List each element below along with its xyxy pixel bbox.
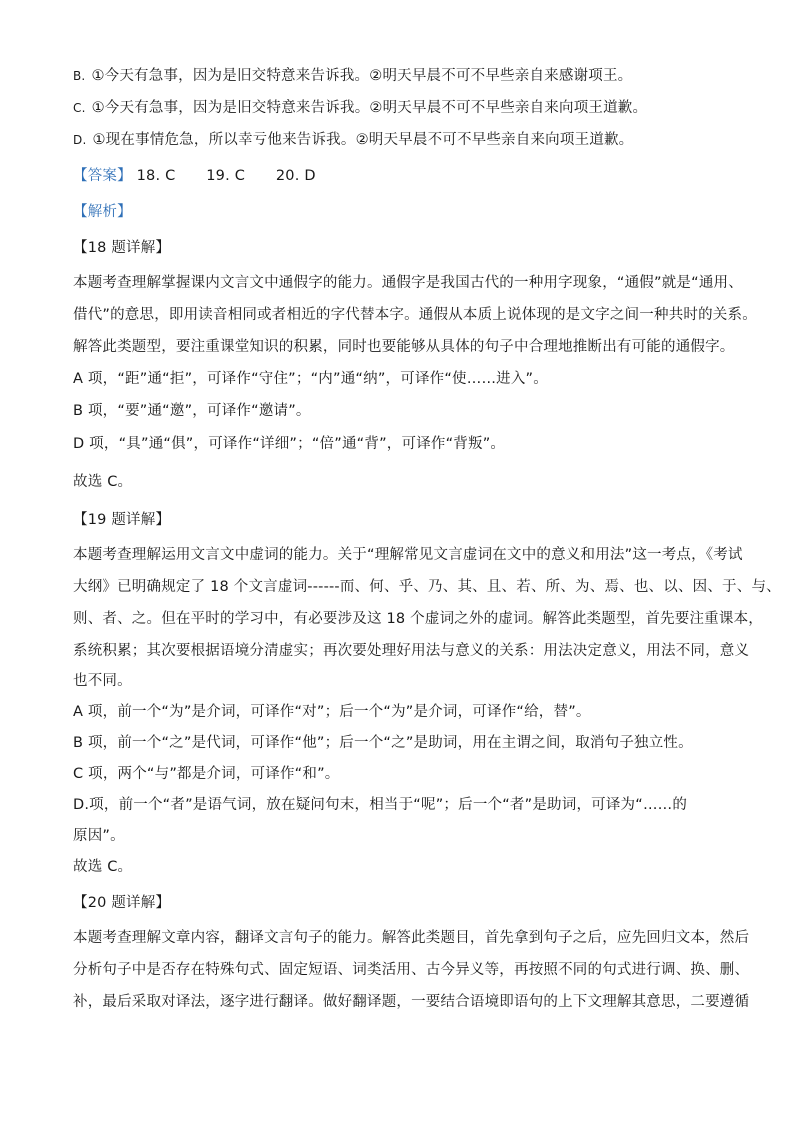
q18-line: 故选 C。	[73, 474, 133, 490]
q20-heading: 【20 题详解】	[73, 895, 171, 911]
q19-line: D.项，前一个“者”是语气词，放在疑问句末，相当于“呢”；后一个“者”是助词，可译为“……的	[73, 797, 688, 813]
q19-line: B 项，前一个“之”是代词，可译作“他”；后一个“之”是助词，用在主谓之间，取消句子独立性。	[73, 735, 693, 751]
q19-line: 大纲》已明确规定了 18 个文言虚词------而、何、乎、乃、其、且、若、所、为、焉、也、以、因、于、与、	[73, 579, 781, 595]
q18-line: A 项，“距”通“拒”，可译作“守住”；“内”通“纳”，可译作“使……进入”。	[73, 371, 548, 387]
answer-item: 18. C	[136, 168, 176, 184]
q19-line: 本题考查理解运用文言文中虚词的能力。关于“理解常见文言虚词在文中的意义和用法”这一考点，《考试	[73, 547, 743, 563]
option-key: B.	[73, 69, 86, 83]
q19-line: 则、者、之。但在平时的学习中，有必要涉及这 18 个虚词之外的虚词。解答此类题型，首先要注重课本，	[73, 611, 763, 627]
answer-item: 19. C	[206, 168, 246, 184]
option-b	[73, 66, 733, 86]
answer-line	[73, 166, 733, 186]
q20-line: 分析句子中是否存在特殊句式、固定短语、词类活用、古今异义等，再按照不同的句式进行调、换、删、	[73, 962, 750, 978]
q18-line: D 项，“具”通“俱”，可译作“详细”；“倍”通“背”，可译作“背叛”。	[73, 436, 506, 452]
q19-line: C 项，两个“与”都是介词，可译作“和”。	[73, 766, 340, 782]
option-key: D.	[73, 133, 87, 147]
option-c	[73, 98, 733, 118]
q19-line: A 项，前一个“为”是介词，可译作“对”；后一个“为”是介词，可译作“给，替”。	[73, 704, 591, 720]
option-d	[73, 130, 733, 150]
q20-line: 补，最后采取对译法，逐字进行翻译。做好翻译题，一要结合语境即语句的上下文理解其意思，二要遵循	[73, 994, 750, 1010]
q20-line: 本题考查理解文章内容，翻译文言句子的能力。解答此类题目，首先拿到句子之后，应先回归文本，然后	[73, 930, 750, 946]
option-text: ①今天有急事，因为是旧交特意来告诉我。②明天早晨不可不早些亲自来感谢项王。	[91, 68, 633, 84]
q18-heading: 【18 题详解】	[73, 240, 171, 256]
q18-line: 解答此类题型，要注重课堂知识的积累，同时也要能够从具体的句子中合理地推断出有可能的通假字。	[73, 339, 735, 355]
q18-line: 借代”的意思，即用读音相同或者相近的字代替本字。通假从本质上说体现的是文字之间一种共时的关系。	[73, 307, 757, 323]
answer-label: 【答案】	[73, 168, 132, 184]
option-text: ①今天有急事，因为是旧交特意来告诉我。②明天早晨不可不早些亲自来向项王道歉。	[91, 100, 648, 116]
option-key: C.	[73, 101, 86, 115]
option-text: ①现在事情危急，所以幸亏他来告诉我。②明天早晨不可不早些亲自来向项王道歉。	[92, 132, 634, 148]
q19-line: 系统积累；其次要根据语境分清虚实；再次要处理好用法与意义的关系：用法决定意义，用法不同，意义	[73, 643, 750, 659]
analysis-label: 【解析】	[73, 204, 132, 220]
answer-item: 20. D	[275, 168, 316, 184]
q18-line: 本题考查理解掌握课内文言文中通假字的能力。通假字是我国古代的一种用字现象，“通假”就是“通用、	[73, 275, 743, 291]
q19-line: 也不同。	[73, 673, 132, 689]
q19-line: 原因”。	[73, 828, 125, 844]
q18-line: B 项，“要”通“邀”，可译作“邀请”。	[73, 403, 311, 419]
q19-line: 故选 C。	[73, 859, 133, 875]
q19-heading: 【19 题详解】	[73, 512, 171, 528]
